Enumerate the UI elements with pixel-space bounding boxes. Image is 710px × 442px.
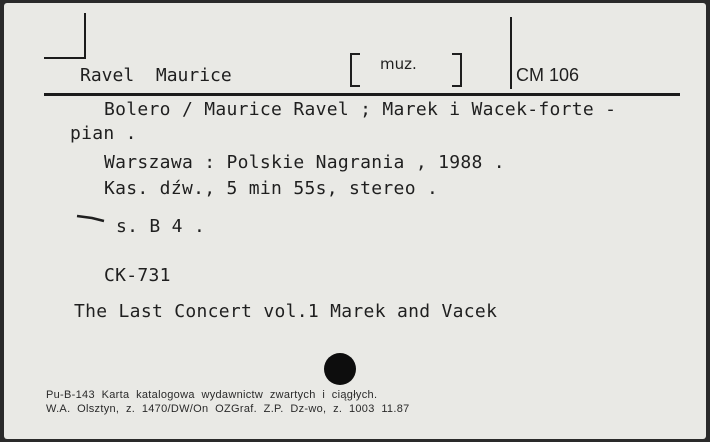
- corner-horizontal-rule: [44, 57, 86, 59]
- heading-rule: [44, 93, 680, 96]
- publication-line: Warszawa : Polskie Nagrania , 1988 .: [104, 152, 505, 173]
- column-divider-rule: [510, 17, 512, 89]
- subject-label: muz.: [380, 55, 417, 73]
- bracket-left: [350, 53, 360, 87]
- title-line-1: Bolero / Maurice Ravel ; Marek i Wacek-forte -: [104, 99, 617, 120]
- catalog-card: [4, 3, 706, 439]
- physical-description-line: Kas. dźw., 5 min 55s, stereo .: [104, 178, 439, 199]
- note-line: The Last Concert vol.1 Marek and Vacek: [74, 301, 498, 322]
- footer-line-2: W.A. Olsztyn, z. 1470/DW/On OZGraf. Z.P. Dz-wo, z. 1003 11.87: [46, 403, 410, 415]
- footer-line-1: Pu-B-143 Karta katalogowa wydawnictw zwartych i ciągłych.: [46, 389, 378, 401]
- author-heading: Ravel Maurice: [80, 65, 232, 86]
- corner-vertical-rule: [84, 13, 86, 59]
- series-line: s. B 4 .: [116, 216, 206, 237]
- title-line-2: pian .: [70, 123, 137, 144]
- punch-hole-icon: [324, 353, 356, 385]
- arrow-mark-icon: [76, 213, 106, 223]
- call-number: CM 106: [516, 65, 580, 85]
- subject-bracket: [350, 51, 462, 85]
- catalog-number: CK-731: [104, 265, 171, 286]
- bracket-right: [452, 53, 462, 87]
